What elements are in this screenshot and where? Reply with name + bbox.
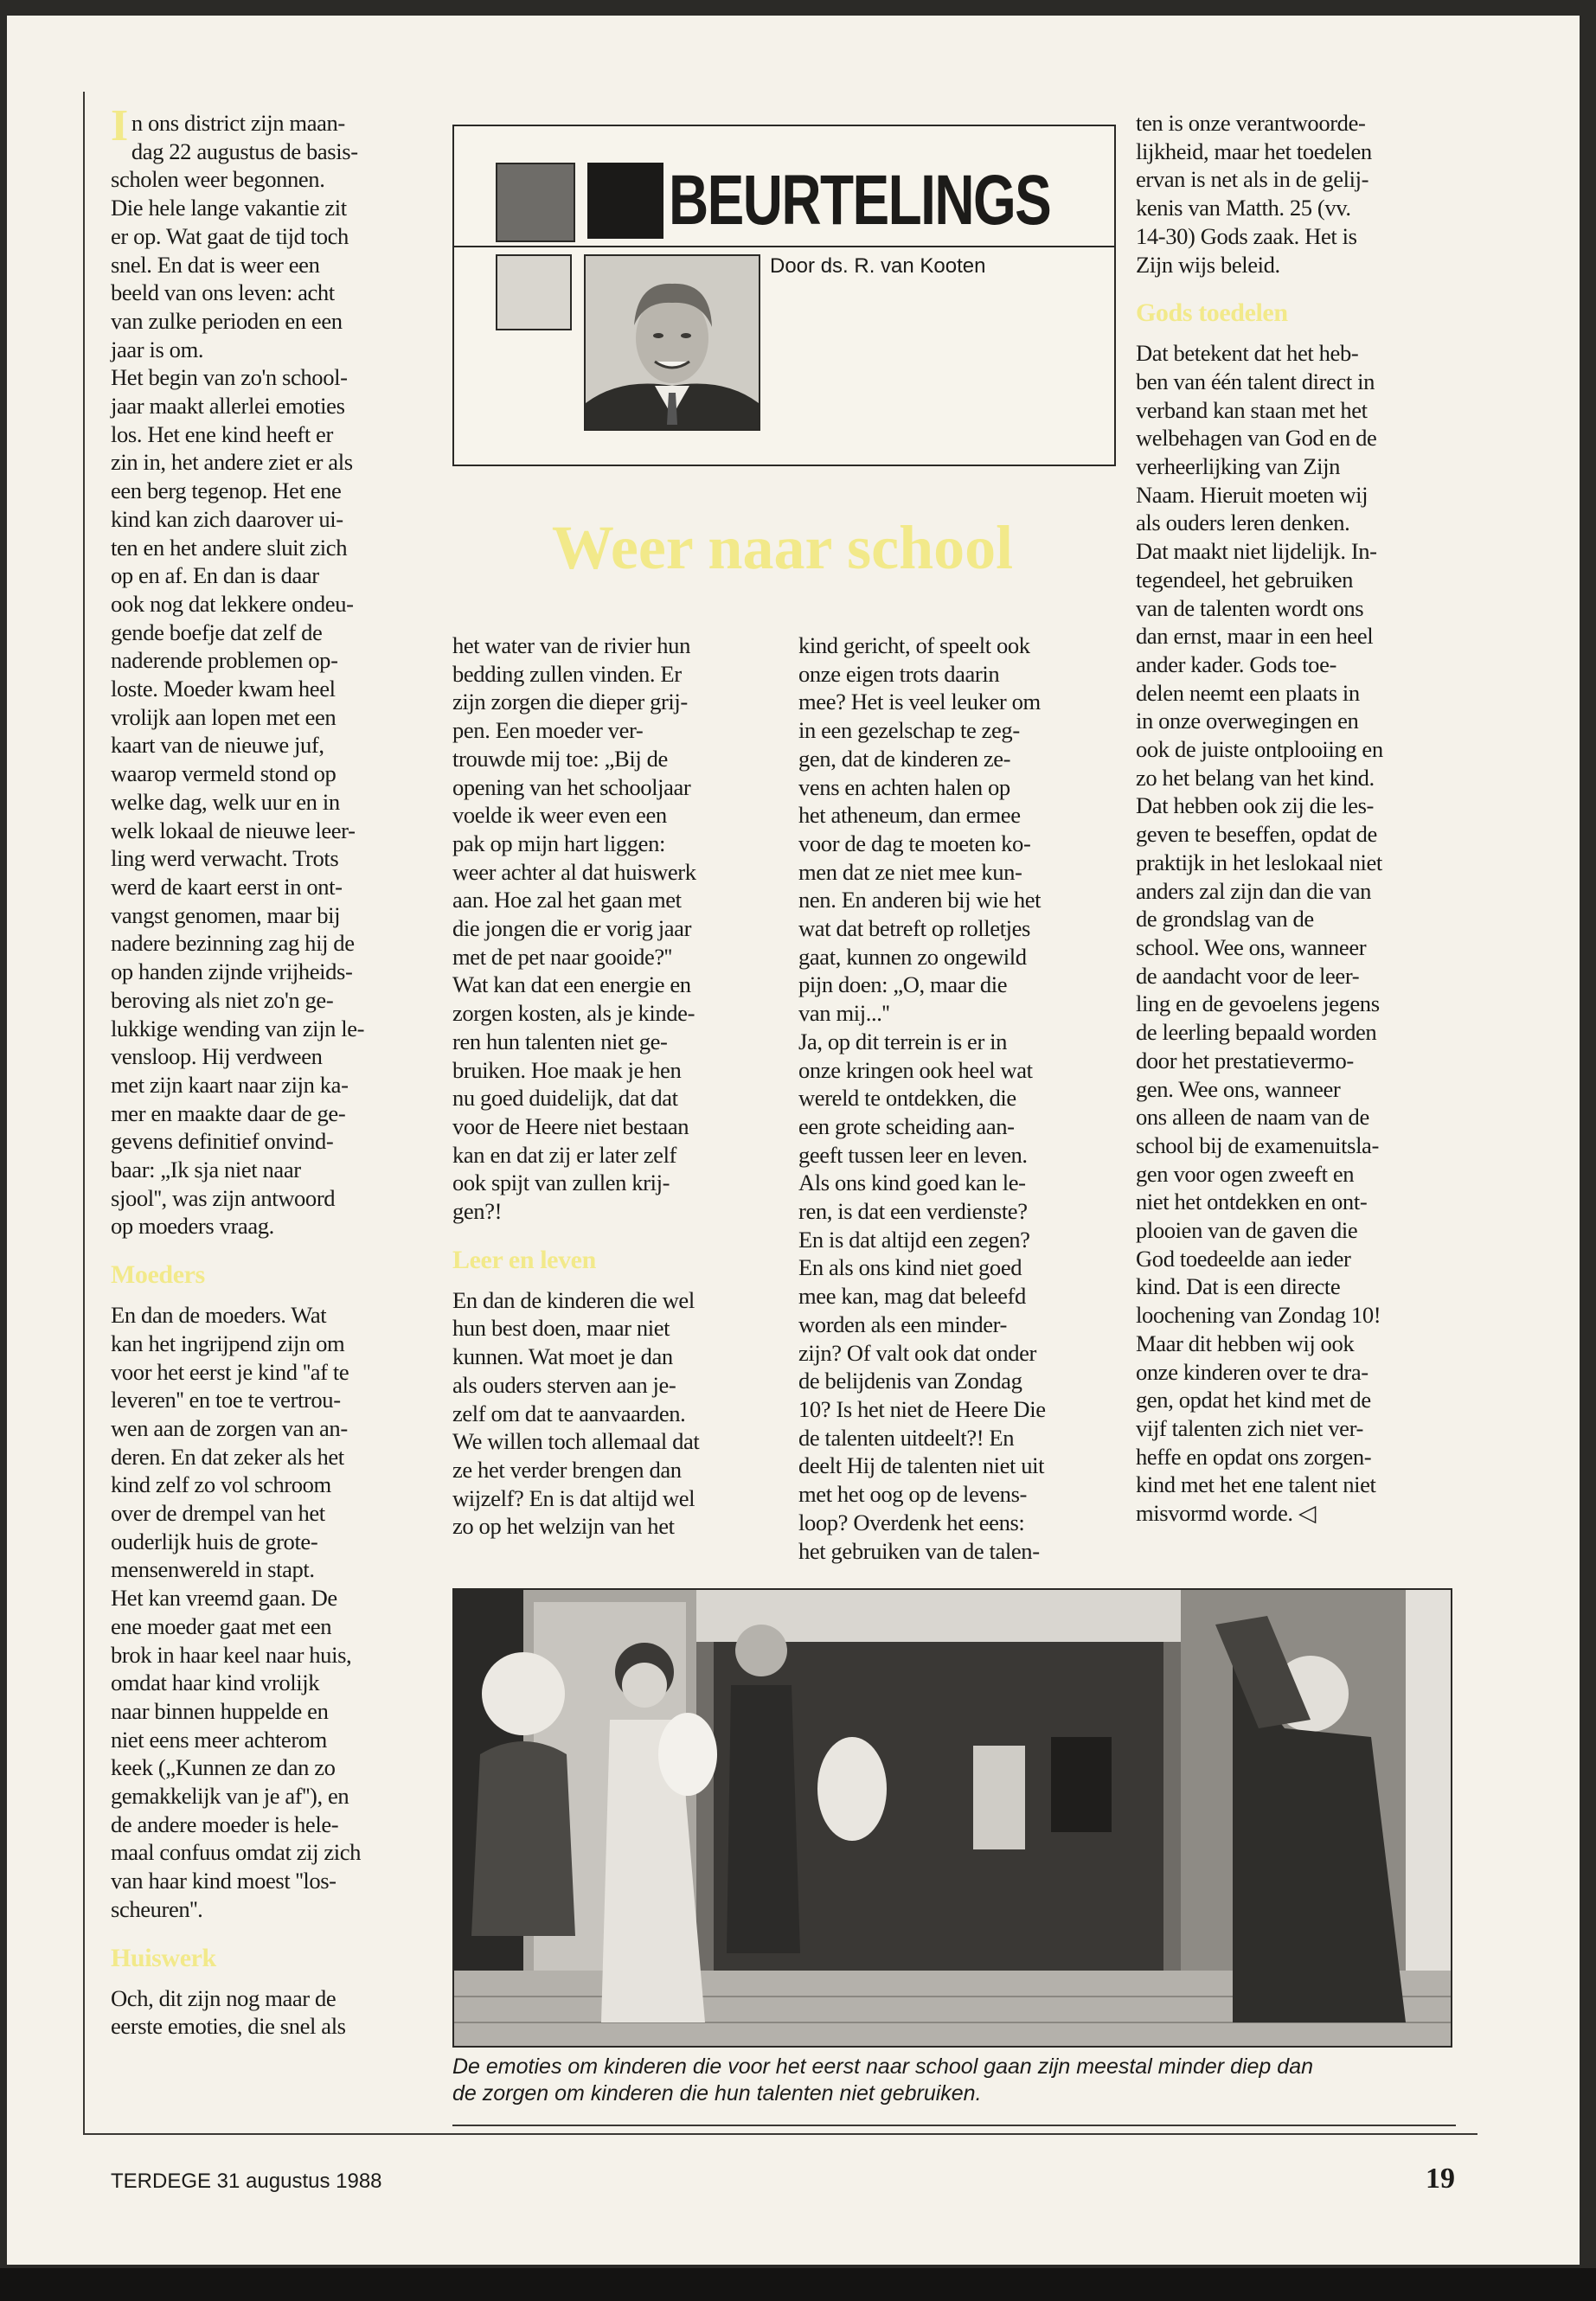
page-number: 19 xyxy=(1426,2163,1455,2195)
header-square-light xyxy=(496,254,572,330)
header-square-grey xyxy=(496,163,575,242)
author-byline: Door ds. R. van Kooten xyxy=(770,254,986,278)
school-children-photo xyxy=(454,1590,1451,2046)
section-title: BEURTELINGS xyxy=(669,161,1051,240)
subheading-moeders: Moeders xyxy=(111,1260,205,1290)
article-photo xyxy=(452,1588,1452,2048)
column-4-text-2: Dat betekent dat het heb- ben van één talent direct in verband kan staan met het welbehagen van God en de verheerlijking van Zijn Naam. Hieruit moeten wij als ouders leren denken. Dat maakt niet lijdelijk. In- tegendeel, het gebruiken van de talenten wordt ons dan ernst, maar in een heel ander kader. Gods toe- delen neemt een plaats in in onze overwegingen en ook de juiste ontplooiing en zo het belang van het kind. Dat hebben ook zij die les- geven te beseffen, opdat de praktijk in het leslokaal niet anders zal zijn dan die van de grondslag van de school. Wee ons, wanneer de aandacht voor de leer- ling en de gevoelens jegens de leerling bepaald worden door het prestatievermo- gen. Wee ons, wanneer ons alleen de naam van de school bij de examenuitsla- gen voor ogen zweeft en niet het ontdekken en ont- plooien van de gaven die God toedeelde aan ieder kind. Dat is een directe loochening van Zondag 10! Maar dit hebben wij ook onze kinderen over te dra- gen, opdat het kind met de vijf talenten zich niet ver- heffe en opdat ons zorgen- kind met het ene talent niet misvormd worde. xyxy=(1136,340,1383,1527)
column-2 xyxy=(452,631,768,1541)
subheading-gods-toedelen: Gods toedelen xyxy=(1136,298,1288,328)
column-1-text-3: Och, dit zijn nog maar de eerste emoties, die snel als xyxy=(111,1984,346,2040)
header-square-black xyxy=(587,163,663,239)
article-headline: Weer naar school xyxy=(551,513,1014,582)
scan-bottom-edge xyxy=(0,2268,1596,2301)
caption-divider xyxy=(452,2125,1456,2126)
column-3-text-1: kind gericht, of speelt ook onze eigen trots daarin mee? Het is veel leuker om in een gezelschap te zeg- gen, dat de kinderen ze- vens en achten halen op het atheneum, dan ermee voor de dag te moeten ko- men dat ze niet mee kun- nen. En anderen bij wie het wat dat betreft op rolletjes gaat, kunnen zo ongewild pijn doen: „O, maar die van mij...'' Ja, op dit terrein is er in onze kringen ook heel wat wereld te ontdekken, die een grote scheiding aan- geeft tussen leer en leven. Als ons kind goed kan le- ren, is dat een verdienste? En is dat altijd een zegen? En als ons kind niet goed mee kan, mag dat beleefd worden als een minder- zijn? Of valt ook dat onder de belijdenis van Zondag 10? Is het niet de Heere Die de talenten uitdeelt?! En deelt Hij de talenten niet uit met het oog op de levens- loop? Overdenk het eens: het gebruiken van de talen- xyxy=(798,632,1046,1564)
column-header-box xyxy=(452,125,1116,466)
column-1 xyxy=(111,101,422,2041)
photo-caption: De emoties om kinderen die voor het eerst naar school gaan zijn meestal minder diep dan de zorgen om kinderen die hun talenten niet gebruiken. xyxy=(452,2054,1313,2106)
column-3 xyxy=(798,631,1110,1565)
subheading-leer-en-leven: Leer en leven xyxy=(452,1245,596,1274)
column-2-text-2: En dan de kinderen die wel hun best doen, maar niet kunnen. Wat moet je dan als ouders sterven aan je- zelf om dat te aanvaarden. We willen toch allemaal dat ze het verder brengen dan wijzelf? En is dat altijd wel zo op het welzijn van het xyxy=(452,1286,700,1540)
header-divider xyxy=(454,246,1114,247)
column-4-text-1: ten is onze verantwoorde- lijkheid, maar het toedelen ervan is net als in de gelij- kenis van Matth. 25 (vv. 14-30) Gods zaak. Het is Zijn wijs beleid. xyxy=(1136,110,1372,278)
magazine-page xyxy=(7,16,1580,2265)
column-1-intro: n ons district zijn maan- dag 22 augustus de basis- scholen weer begonnen. Die hele lange vakantie zit er op. Wat gaat de tijd toch snel. En dat is weer een beeld van ons leven: acht van zulke perioden en een jaar is om. Het begin van zo'n school- jaar maakt allerlei emoties los. Het ene kind heeft er zin in, het andere ziet er als een berg tegenop. Het ene kind kan zich daarover ui- ten en het andere sluit zich op en af. En dan is daar ook nog dat lekkere ondeu- gende boefje dat zelf de naderende problemen op- loste. Moeder kwam heel vrolijk aan lopen met een kaart van de nieuwe juf, waarop vermeld stond op welke dag, welk uur en in welk lokaal de nieuwe leer- ling werd verwacht. Trots werd de kaart eerst in ont- vangst genomen, maar bij nadere bezinning zag hij de op handen zijnde vrijheids- beroving als niet zo'n ge- lukkige wending van zijn le- vensloop. Hij verdween met zijn kaart naar zijn ka- mer en maakte daar de ge- gevens definitief onvind- baar: „Ik sja niet naar sjool'', was zijn antwoord op moeders vraag. xyxy=(111,110,365,1240)
column-4 xyxy=(1136,109,1452,1529)
column-1-text-2: En dan de moeders. Wat kan het ingrijpend zijn om voor het eerst je kind ''af te leveren'' en toe te vertrou- wen aan de zorgen van an- deren. En dat zeker als het kind zelf zo vol schroom over de drempel van het ouderlijk huis de grote- mensenwereld in stapt. Het kan vreemd gaan. De ene moeder gaat met een brok in haar keel naar huis, omdat haar kind vrolijk naar binnen huppelde en niet eens meer achterom keek („Kunnen ze dan zo gemakkelijk van je af''), en de andere moeder is hele- maal confuus omdat zij zich van haar kind moest ''los- scheuren''. xyxy=(111,1302,362,1922)
column-2-text-1: het water van de rivier hun bedding zullen vinden. Er zijn zorgen die dieper grij- pen. Een moeder ver- trouwde mij toe: „Bij de opening van het schooljaar voelde ik weer even een pak op mijn hart liggen: weer achter al dat huiswerk aan. Hoe zal het gaan met die jongen die er vorig jaar met de pet naar gooide?'' Wat kan dat een energie en zorgen kosten, als je kinde- ren hun talenten niet ge- bruiken. Hoe maak je hen nu goed duidelijk, dat dat voor de Heere niet bestaan kan en dat zij er later zelf ook spijt van zullen krij- gen?! xyxy=(452,632,696,1225)
author-portrait xyxy=(584,254,760,431)
drop-initial: I xyxy=(111,101,128,151)
subheading-huiswerk: Huiswerk xyxy=(111,1943,216,1972)
publication-folio: TERDEGE 31 augustus 1988 xyxy=(111,2170,382,2193)
end-of-article-icon: ◁ xyxy=(1298,1500,1316,1528)
portrait-illustration xyxy=(586,256,759,429)
